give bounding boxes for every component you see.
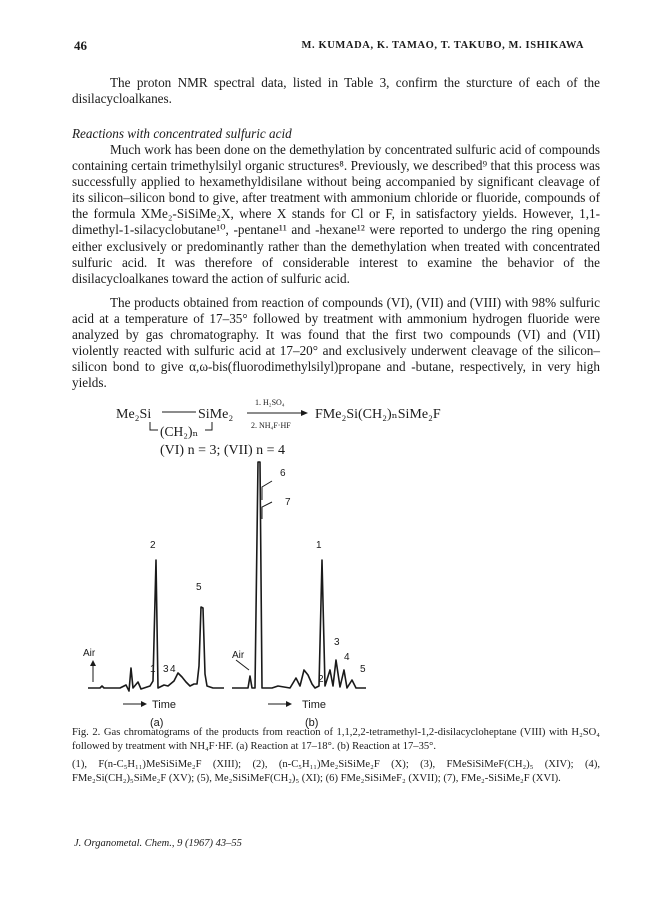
air-arrowhead-a xyxy=(90,660,96,666)
time-arrowhead-b xyxy=(286,701,292,707)
scheme-conditions: (VI) n = 3; (VII) n = 4 xyxy=(160,443,286,458)
peak-label-b-6: 6 xyxy=(280,468,286,479)
air-arrow-b xyxy=(236,660,249,670)
ring-bracket-right xyxy=(205,422,212,430)
reaction-scheme xyxy=(116,398,441,458)
running-head: M. KUMADA, K. TAMAO, T. TAKUBO, M. ISHIKAWA xyxy=(301,40,584,51)
peak-label-b-3: 3 xyxy=(334,637,340,648)
section-heading: Reactions with concentrated sulfuric acid xyxy=(72,126,292,141)
peak-label-a-5: 5 xyxy=(196,582,202,593)
peak-label-b-5: 5 xyxy=(360,664,366,675)
panel-label-b: (b) xyxy=(305,717,319,729)
reaction-arrowhead xyxy=(301,410,308,416)
caption-line-2: (1), F(n-C₅H₁₁)MeSiSiMe₂F (XIII); (2), (n-C₅H₁₁)Me₂SiSiMe₂F (X); (3), FMeSiSiMeF(CH₂)₅ (XIV); (4), FMe₂Si(CH₂)₅SiMe₂F (XV); (5), Me₂SiSiMeF(CH₂)₅ (XI); (6) FMe₂SiSiMeF₂ (XVII); (7), FMe₂-SiSiMe₂F (XVI). xyxy=(72,759,600,784)
sulfuric-acid-paragraph-text: Much work has been done on the demethylation by concentrated sulfuric acid of compounds containing certain trimethylsilyl organic structures⁸. Previously, we described⁹ that this process was successfully applied to hexamethyldisilane without being accompanied by significant cleavage of its silicon–silicon bond to give, after treatment with ammonium chloride or fluoride, compounds of the formula XMe₂-SiSiMe₂X, where X stands for Cl or F, in satisfactory yields. However, 1,1-dimethyl-1-silacyclobutane¹⁰, -pentane¹¹ and -hexane¹² were reported to undergo the ring opening either exclusively or predominantly rather than the demethylation when treated with concentrated sulfuric acid. It was therefore of considerable interest to examine the behavior of the disilacycloalkanes toward the action of sulfuric acid. xyxy=(72,142,600,286)
peak-label-b-4: 4 xyxy=(344,652,350,663)
scheme-product: FMe₂Si(CH₂)ₙSiMe₂F xyxy=(315,407,441,422)
peak-label-a-2: 2 xyxy=(150,540,156,551)
products-paragraph-text: The products obtained from reaction of compounds (VI), (VII) and (VIII) with 98% sulfuric acid at a temperature of 17–35° followed by treatment with ammonium hydrogen fluoride were analyzed by gas chromatography. It was found that the first two compounds (VI) and (VII) violently reacted with sulfuric acid at 17–20° and exclusively underwent cleavage of the silicon–silicon bond to give α,ω-bis(fluorodimethylsilyl)propane and -butane, respectively, in very high yields. xyxy=(72,295,600,391)
caption-line-1: Fig. 2. Gas chromatograms of the products from reaction of 1,1,2,2-tetramethyl-1,2-disilacycloheptane (VIII) with H₂SO₄ followed by treatment with NH₄F·HF. (a) Reaction at 17–18°. (b) Reaction at 17–35°. xyxy=(72,727,600,752)
time-arrowhead-a xyxy=(141,701,147,707)
ring-bracket-left xyxy=(150,422,158,430)
page-number: 46 xyxy=(74,38,87,53)
attenuation-mark-6 xyxy=(262,481,272,500)
air-label-b: Air xyxy=(232,650,245,661)
attenuation-mark-7 xyxy=(262,502,272,519)
chromatogram-b xyxy=(232,462,366,729)
time-label-b: Time xyxy=(302,699,327,711)
time-label-a: Time xyxy=(152,699,177,711)
peak-label-b-7: 7 xyxy=(285,497,291,508)
air-label-a: Air xyxy=(83,648,96,659)
chromatogram-a xyxy=(83,540,224,729)
trace-a xyxy=(88,560,224,691)
reactant-right: SiMe₂ xyxy=(198,407,234,422)
peak-label-a-1: 1 xyxy=(150,664,156,675)
peak-label-b-1: 1 xyxy=(316,540,322,551)
peak-label-a-4: 4 xyxy=(170,664,176,675)
nmr-paragraph-text: The proton NMR spectral data, listed in Table 3, confirm the sturcture of each of the disilacycloalkanes. xyxy=(72,75,600,107)
journal-citation: J. Organometal. Chem., 9 (1967) 43–55 xyxy=(74,838,242,849)
panel-label-a: (a) xyxy=(150,717,164,729)
figure-caption xyxy=(72,726,600,785)
step-two-label: 2. NH₄F·HF xyxy=(251,421,291,430)
reactant-left: Me₂Si xyxy=(116,407,152,422)
peak-label-a-3: 3 xyxy=(163,664,169,675)
step-one-label: 1. H₂SO₄ xyxy=(255,398,285,407)
peak-label-b-2: 2 xyxy=(318,674,324,685)
ring-bridge: (CH₂)ₙ xyxy=(160,424,199,439)
